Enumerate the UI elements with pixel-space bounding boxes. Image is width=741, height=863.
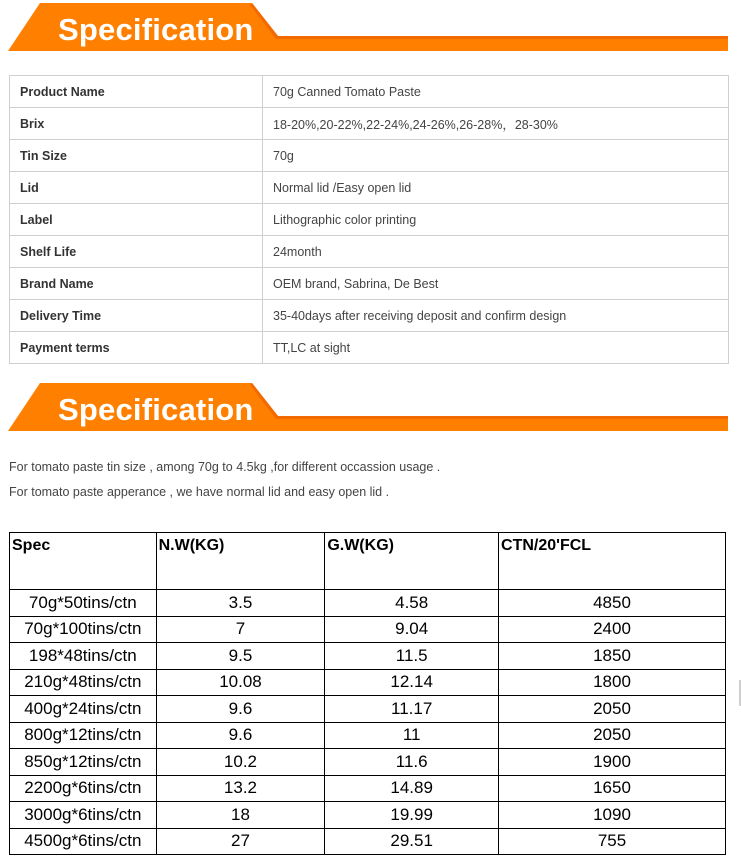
cell-spec: 800g*12tins/ctn (10, 722, 157, 749)
cell-net-weight: 10.2 (156, 749, 325, 776)
cell-spec: 70g*100tins/ctn (10, 616, 157, 643)
cell-gross-weight: 11.5 (325, 643, 499, 670)
packing-row (10, 616, 726, 643)
spec-key: Label (10, 204, 263, 236)
spec-row (10, 236, 729, 268)
cell-spec: 850g*12tins/ctn (10, 749, 157, 776)
cell-net-weight: 9.5 (156, 643, 325, 670)
spec-row (10, 140, 729, 172)
note-appearance: For tomato paste apperance , we have normal lid and easy open lid . (9, 485, 390, 499)
cell-gross-weight: 19.99 (325, 802, 499, 829)
cell-net-weight: 18 (156, 802, 325, 829)
cell-spec: 70g*50tins/ctn (10, 590, 157, 617)
cell-net-weight: 27 (156, 828, 325, 855)
specification-table (9, 75, 729, 364)
spec-row (10, 76, 729, 108)
spec-key: Payment terms (10, 332, 263, 364)
spec-row (10, 268, 729, 300)
header-spec: Spec (10, 533, 157, 590)
cell-spec: 2200g*6tins/ctn (10, 775, 157, 802)
cell-spec: 4500g*6tins/ctn (10, 828, 157, 855)
packing-row (10, 828, 726, 855)
packing-row (10, 669, 726, 696)
cell-cartons: 4850 (499, 590, 726, 617)
spec-row (10, 300, 729, 332)
spec-value: 35-40days after receiving deposit and confirm design (263, 300, 729, 332)
cell-gross-weight: 4.58 (325, 590, 499, 617)
cell-cartons: 755 (499, 828, 726, 855)
cell-gross-weight: 29.51 (325, 828, 499, 855)
note-tin-size: For tomato paste tin size , among 70g to 4.5kg ,for different occassion usage . (9, 460, 441, 474)
packing-row (10, 802, 726, 829)
cell-cartons: 2050 (499, 722, 726, 749)
spec-value: Normal lid /Easy open lid (263, 172, 729, 204)
spec-key: Delivery Time (10, 300, 263, 332)
cell-cartons: 1800 (499, 669, 726, 696)
section-banner-specification-2 (0, 383, 741, 435)
packing-table-header-row (10, 533, 726, 590)
cell-net-weight: 3.5 (156, 590, 325, 617)
packing-row (10, 643, 726, 670)
cell-spec: 210g*48tins/ctn (10, 669, 157, 696)
cell-cartons: 1650 (499, 775, 726, 802)
cell-gross-weight: 9.04 (325, 616, 499, 643)
spec-key: Product Name (10, 76, 263, 108)
spec-key: Lid (10, 172, 263, 204)
spec-value: 70g Canned Tomato Paste (263, 76, 729, 108)
cell-gross-weight: 14.89 (325, 775, 499, 802)
spec-row (10, 172, 729, 204)
cell-net-weight: 13.2 (156, 775, 325, 802)
cell-cartons: 2050 (499, 696, 726, 723)
header-gross-weight: G.W(KG) (325, 533, 499, 590)
packing-table (9, 532, 726, 855)
spec-row (10, 108, 729, 140)
spec-value: 24month (263, 236, 729, 268)
banner-title: Specification (58, 12, 254, 47)
spec-value: Lithographic color printing (263, 204, 729, 236)
spec-row (10, 204, 729, 236)
packing-row (10, 696, 726, 723)
packing-row (10, 749, 726, 776)
header-net-weight: N.W(KG) (156, 533, 325, 590)
cell-cartons: 1850 (499, 643, 726, 670)
cell-cartons: 1900 (499, 749, 726, 776)
cell-spec: 198*48tins/ctn (10, 643, 157, 670)
cell-gross-weight: 11 (325, 722, 499, 749)
packing-row (10, 775, 726, 802)
packing-row (10, 722, 726, 749)
cell-net-weight: 9.6 (156, 696, 325, 723)
cell-gross-weight: 11.17 (325, 696, 499, 723)
spec-key: Shelf Life (10, 236, 263, 268)
banner-title: Specification (58, 392, 254, 427)
cell-spec: 3000g*6tins/ctn (10, 802, 157, 829)
cell-gross-weight: 12.14 (325, 669, 499, 696)
cell-spec: 400g*24tins/ctn (10, 696, 157, 723)
cell-net-weight: 10.08 (156, 669, 325, 696)
spec-key: Tin Size (10, 140, 263, 172)
spec-key: Brix (10, 108, 263, 140)
spec-value: TT,LC at sight (263, 332, 729, 364)
cell-cartons: 1090 (499, 802, 726, 829)
cell-net-weight: 9.6 (156, 722, 325, 749)
cell-net-weight: 7 (156, 616, 325, 643)
section-banner-specification (0, 3, 741, 55)
spec-value: 70g (263, 140, 729, 172)
spec-key: Brand Name (10, 268, 263, 300)
spec-row (10, 332, 729, 364)
spec-value: OEM brand, Sabrina, De Best (263, 268, 729, 300)
cell-gross-weight: 11.6 (325, 749, 499, 776)
header-cartons-per-container: CTN/20'FCL (499, 533, 726, 590)
packing-row (10, 590, 726, 617)
spec-value: 18-20%,20-22%,22-24%,24-26%,26-28%，28-30% (263, 108, 729, 140)
cell-cartons: 2400 (499, 616, 726, 643)
